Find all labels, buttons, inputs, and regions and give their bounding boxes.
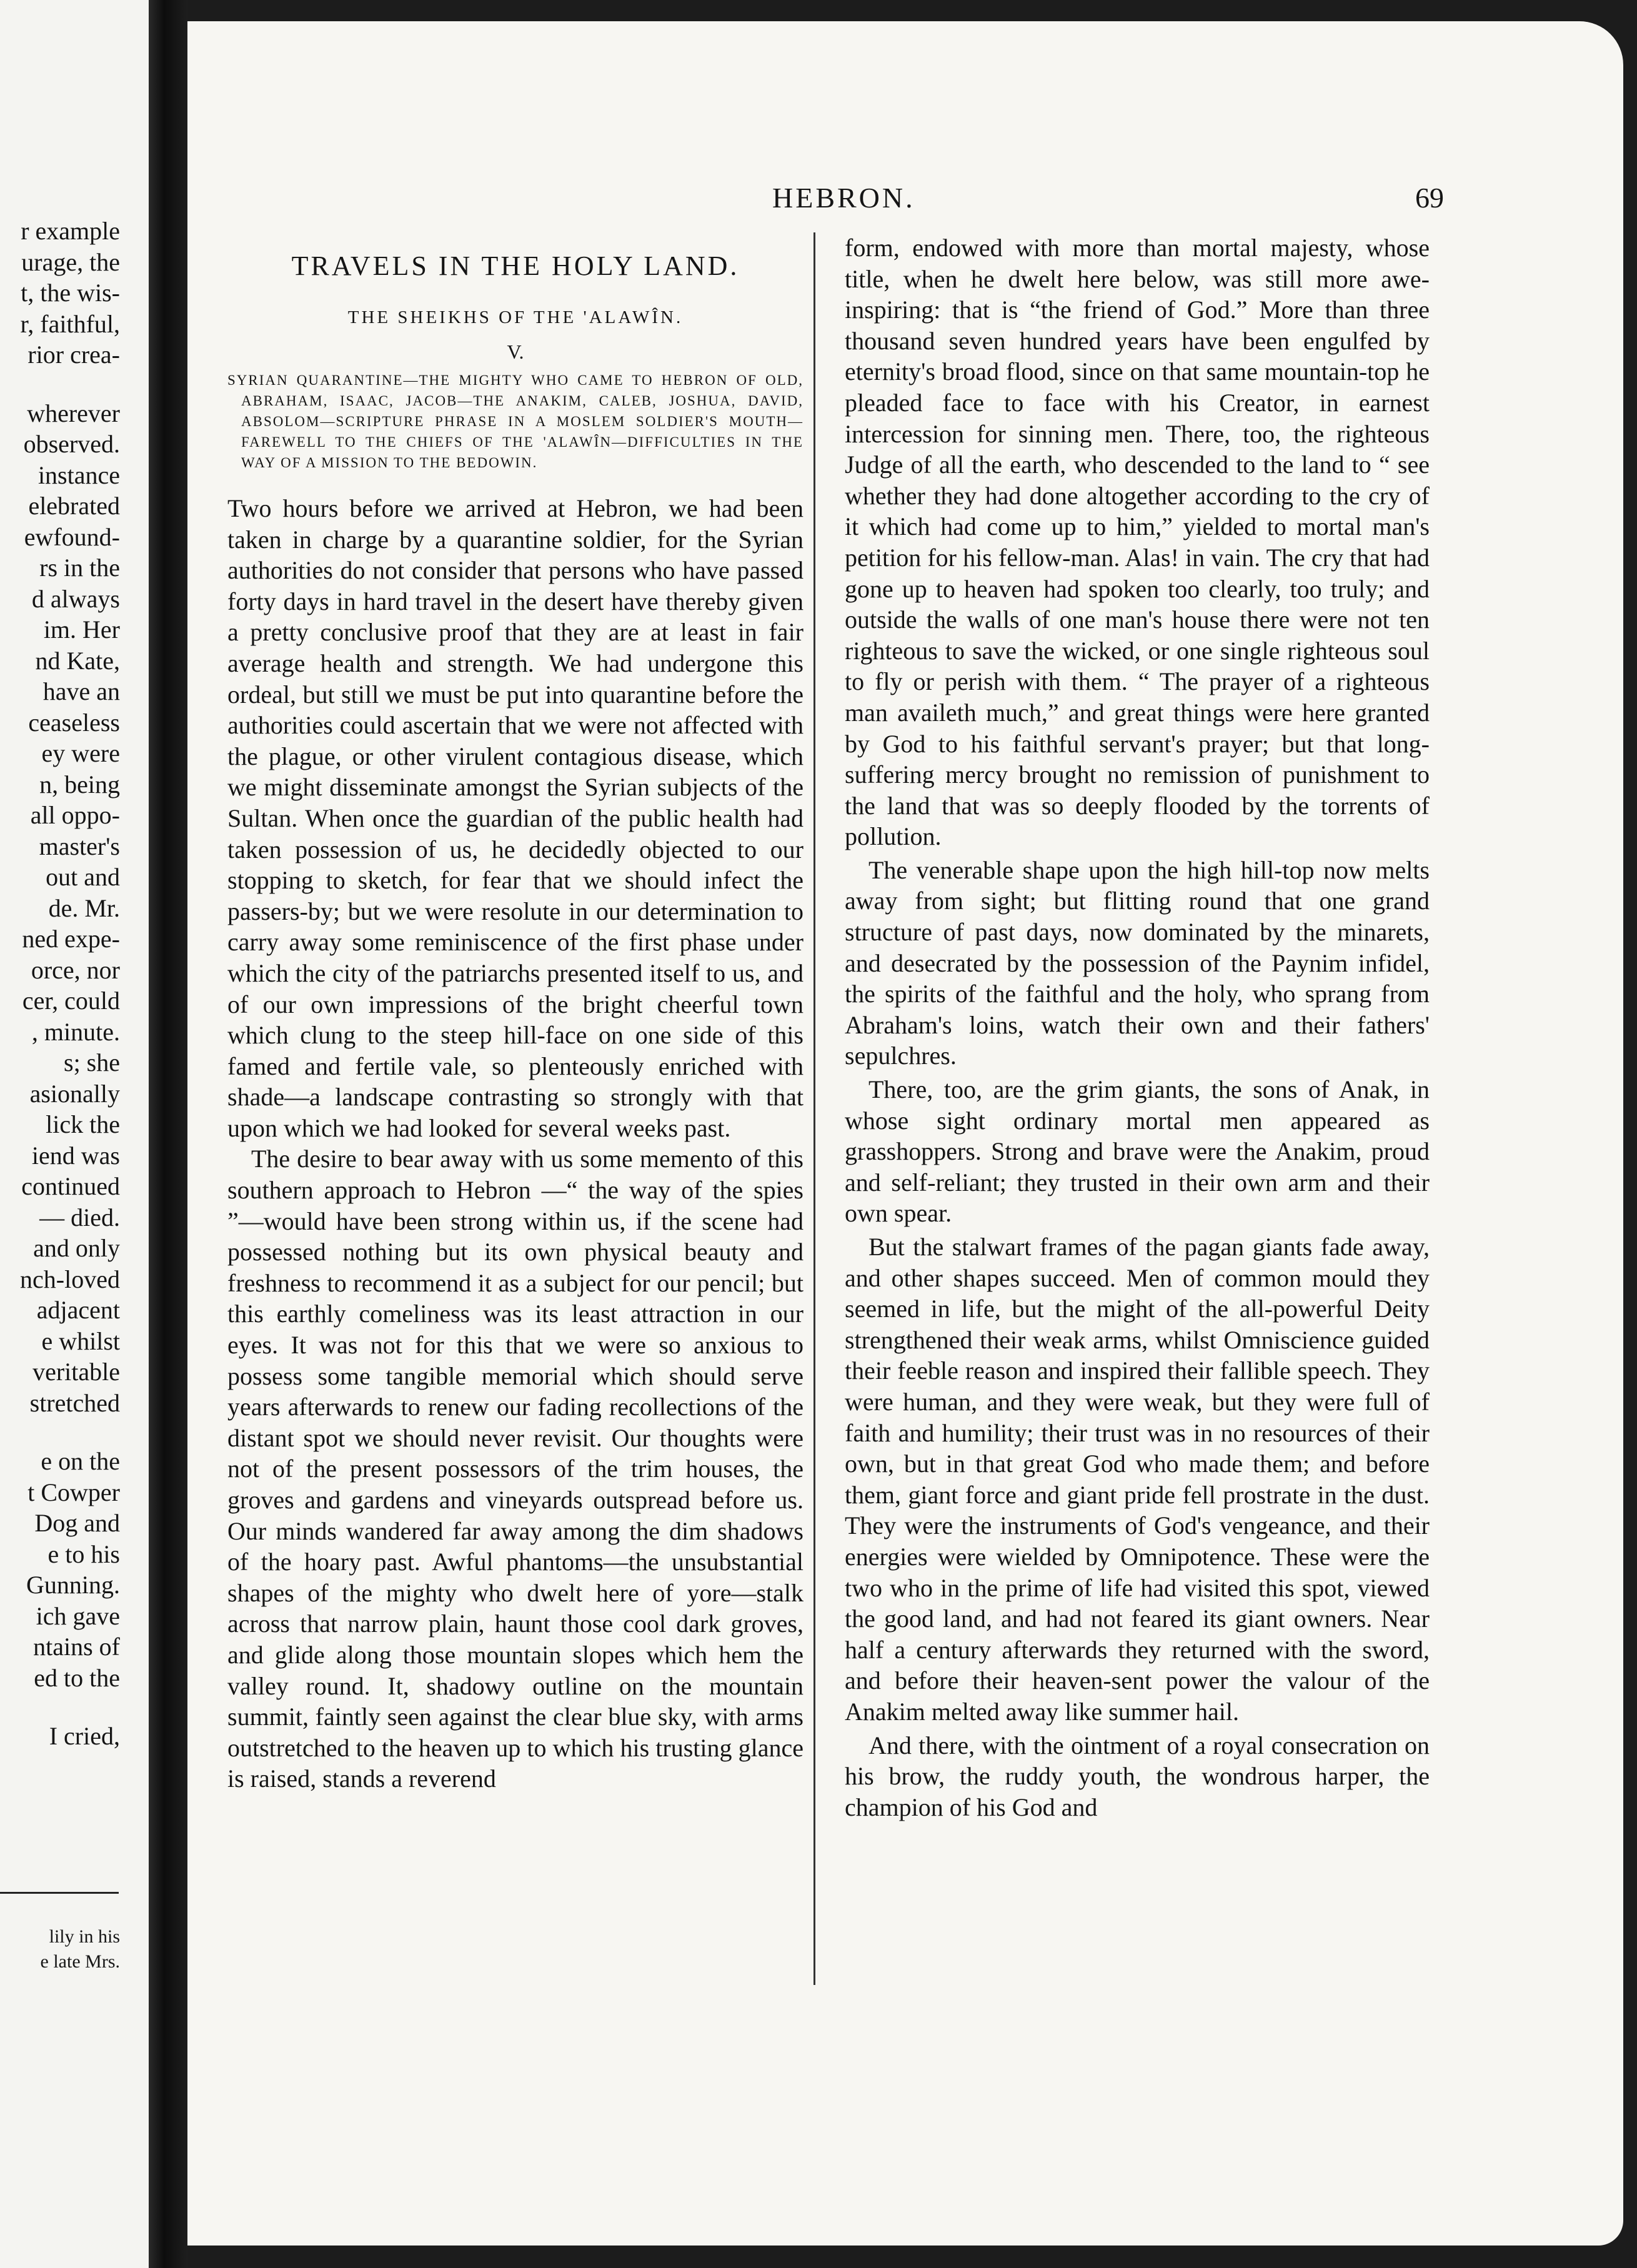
line-gap (0, 371, 149, 398)
text-line: ceaseless (28, 708, 120, 737)
text-line: all oppo- (30, 801, 120, 829)
part-number: V. (507, 341, 524, 363)
line-gap (0, 1418, 149, 1446)
text-line: ich gave (36, 1601, 120, 1630)
text-line: r example (21, 217, 120, 245)
column-right (845, 232, 1430, 1823)
text-line: asionally (29, 1079, 120, 1108)
text-line: have an (42, 677, 120, 705)
text-line: continued (21, 1172, 120, 1200)
article-title: TRAVELS IN THE HOLY LAND. (291, 251, 740, 281)
running-head: HEBRON. (772, 182, 915, 214)
text-line: adjacent (36, 1296, 120, 1324)
chapter-synopsis: SYRIAN QUARANTINE—THE MIGHTY WHO CAME TO HEBRON OF OLD, ABRAHAM, ISAAC, JACOB—THE ANAKIM, CALEB, JOSHUA, DAVID, ABSOLOM—SCRIPTURE PHRASE IN A MOSLEM SOLDIER'S MOUTH—FAREWELL TO THE CHIEFS OF THE 'ALAWÎN—DIFFICULTIES IN THE WAY OF A MISSION TO THE BEDOWIN. (227, 372, 804, 470)
text-line: iend was (31, 1141, 120, 1170)
text-line: t, the wis- (21, 279, 120, 307)
text-line: d always (31, 584, 120, 613)
facing-page-footnote (0, 1924, 149, 1974)
paragraph: form, endowed with more than mortal majesty, whose title, when he dwelt here below, was still more awe-inspiring: that is “the friend of God.” More than three thousand seven hundred years have been engulfed by eternity's broad flood, since on that same mountain-top he pleaded face to face with his Creator, in earnest intercession for sinning men. There, too, the righteous Judge of all the earth, who descended to the land to “ see whether they had done altogether according to the cry of it which had come up to him,” yielded to mortal man's petition for his fellow-man. Alas! in vain. The cry that had gone up to heaven had spoken too clearly, too truly; and outside the walls of one man's house there were not ten righteous to save the wicked, or one single righteous soul to fly or perish with them. “ The prayer of a righteous man availeth much,” and great things were here granted by God to his faithful servant's prayer; but that long-suffering mercy brought no remission of punishment to the land that was so deeply flooded by the torrents of pollution. (845, 234, 1430, 851)
text-line: nch-loved (20, 1265, 120, 1293)
text-line: s; she (64, 1048, 120, 1077)
footnote-line: lily in his (49, 1926, 120, 1947)
text-line: , minute. (31, 1017, 120, 1046)
paragraph: There, too, are the grim giants, the sons of Anak, in whose sight ordinary mortal men appeared as grasshoppers. Strong and brave were the Anakim, proud and self-reliant; they trusted in their own arm and their own spear. (845, 1075, 1430, 1228)
footnote-line: e late Mrs. (40, 1951, 120, 1972)
text-line: ewfound- (24, 522, 120, 551)
facing-page-text (0, 216, 149, 1752)
paragraph: And there, with the ointment of a royal consecration on his brow, the ruddy youth, the wondrous harper, the champion of his God and (845, 1731, 1430, 1821)
text-line: orce, nor (31, 955, 120, 984)
text-line: im. Her (43, 615, 120, 644)
text-line: I cried, (49, 1722, 120, 1750)
column-left (227, 250, 804, 1794)
text-line: out and (46, 863, 120, 891)
text-line: observed. (23, 430, 120, 458)
text-line: rs in the (39, 554, 120, 582)
text-line: ed to the (34, 1663, 120, 1692)
text-line: wherever (27, 399, 120, 427)
text-line: and only (33, 1234, 120, 1262)
text-line: t Cowper (27, 1478, 120, 1506)
text-line: de. Mr. (48, 893, 120, 922)
text-line: e to his (47, 1539, 120, 1568)
text-line: — died. (39, 1203, 120, 1231)
facing-page-fragment (0, 0, 149, 2268)
text-line: e on the (41, 1447, 120, 1475)
text-line: e whilst (41, 1326, 120, 1355)
text-line: n, being (39, 770, 120, 798)
text-line: Gunning. (26, 1571, 120, 1599)
text-line: veritable (32, 1358, 120, 1386)
text-line: elebrated (28, 492, 120, 520)
paragraph: The venerable shape upon the high hill-top now melts away from sight; but flitting round that one grand structure of past days, now dominated by the minarets, and desecrated by the possession of the Paynim infidel, the spirits of the faithful and the holy, who sprang from Abraham's loins, watch their own and their fathers' sepulchres. (845, 855, 1430, 1070)
page-number: 69 (1415, 182, 1444, 214)
text-line: ntains of (33, 1633, 120, 1661)
text-line: nd Kate, (35, 646, 120, 675)
text-line: cer, could (22, 987, 120, 1015)
text-line: Dog and (34, 1509, 120, 1537)
text-line: master's (39, 832, 120, 860)
footnote-rule (0, 1892, 119, 1894)
column-rule (814, 232, 815, 1985)
text-line: r, faithful, (20, 309, 120, 338)
text-line: instance (37, 460, 120, 489)
text-line: urage, the (21, 247, 120, 276)
paragraph: The desire to bear away with us some memento of this southern approach to Hebron —“ the way of the spies ”—would have been strong within us, if the scene had possessed nothing but its own physical beauty and freshness to recommend it as a subject for our pencil; but this earthly comeliness was its least attraction in our eyes. It was not for this that we were so anxious to possess some tangible memorial which should serve years afterwards to renew our fading recollections of the distant spot we should never revisit. Our thoughts were not of the present possessors of the trim houses, the groves and gardens and vineyards outspread before us. Our minds wandered far away among the dim shadows of the hoary past. Awful phantoms—the unsubstantial shapes of the mighty who dwelt here of yore—stalk across that narrow plain, haunt those cool dark groves, and glide along those mountain slopes which hem the valley round. It, shadowy outline on the mountain summit, faintly seen against the clear blue sky, with arms outstretched to the heaven up to which his trusting glance is raised, stands a reverend (227, 1145, 804, 1793)
article-subtitle: THE SHEIKHS OF THE 'ALAWÎN. (347, 307, 684, 327)
text-line: lick the (46, 1110, 120, 1138)
text-line: stretched (29, 1388, 120, 1417)
book-gutter (149, 0, 187, 2268)
text-line: rior crea- (27, 341, 120, 369)
paragraph: But the stalwart frames of the pagan giants fade away, and other shapes succeed. Men of common mould they seemed in life, but the might of the all-powerful Deity strengthened their weak arms, whilst Omniscience guided their feeble reason and inspired their fallible speech. They were human, and they were weak, but they were full of faith and humility; their trust was in no resources of their own, but in that great God who made them; and before them, giant force and giant pride fell prostrate in the dust. They were the instruments of God's vengeance, and their energies were wielded by Omnipotence. These were the two who in the prime of life had visited this spot, viewed the good land, and had not feared its giant owners. Near half a century afterwards they returned with the sword, and before their heaven-sent power the valour of the Anakim melted away like summer hail. (845, 1233, 1430, 1726)
line-gap (0, 1693, 149, 1721)
paragraph: Two hours before we arrived at Hebron, we had been taken in charge by a quarantine soldier, for the Syrian authorities do not consider that persons who have passed forty days in hard travel in the desert have thereby given a pretty conclusive proof that they are at least in fair average health and strength. We had undergone this ordeal, but still we must be put into quarantine before the authorities could ascertain that we were not affected with the plague, or other virulent contagious disease, which we might disseminate amongst the Syrian subjects of the Sultan. When once the guardian of the public health had taken possession of us, he decidedly objected to our stopping to sketch, for fear that we should infect the passers-by; but we were resolute in our determination to carry away some reminiscence of the first phase under which the city of the patriarchs presented itself to us, and of our own impressions of the bright cheerful town which clung to the steep hill-face on one side of this famed and fertile vale, so plenteously enriched with shade—a landscape contrasting so strongly with that upon which we had looked for several weeks past. (227, 494, 804, 1142)
text-line: ey were (41, 739, 120, 767)
text-line: ned expe- (22, 925, 120, 953)
